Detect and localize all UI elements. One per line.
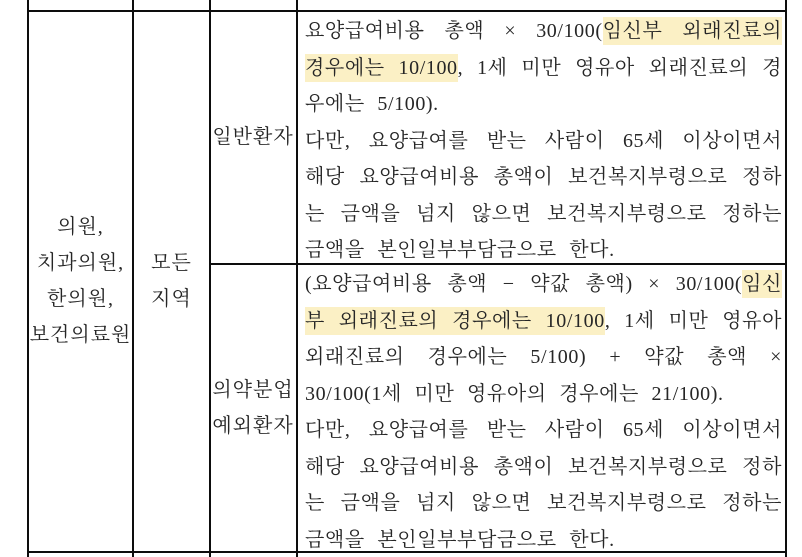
formula-paragraph: (요양급여비용 총액 − 약값 총액) × 30/100(임신부 외래진료의 경우에는 10/100, 1세 미만 영유아 외래진료의 경우에는 5/100) + 약값 총액 × 30/100(1세 미만 영유아의 경우에는 21/100). (298, 266, 784, 412)
cell-region (134, 12, 209, 550)
cell-patient-type-general (211, 12, 295, 261)
proviso-paragraph: 다만, 요양급여를 받는 사람이 65세 이상이면서 해당 요양급여비용 총액이 보건복지부령으로 정하는 금액을 넘지 않으면 보건복지부령으로 정하는 금액을 본인일부부담금으로 한다. (305, 129, 782, 261)
patient-type-line: 예외환자 (212, 414, 294, 437)
patient-type-line: 의약분업 (212, 378, 294, 401)
provider-line: 치과의원, (36, 252, 125, 274)
patient-type-label: 일반환자 (212, 125, 294, 148)
region-line: 모든 (151, 252, 192, 274)
cell-provider-types (29, 12, 132, 550)
provider-line: 의원, (57, 216, 104, 238)
region-line: 지역 (151, 288, 192, 310)
provider-line: 한의원, (47, 288, 114, 310)
formula-paragraph: 요양급여비용 총액 × 30/100(임신부 외래진료의 경우에는 10/100, 1세 미만 영유아 외래진료의 경우에는 5/100). (298, 13, 784, 123)
cell-formula-general (298, 13, 784, 261)
cell-formula-exception (298, 266, 784, 550)
table-border-right (785, 0, 787, 557)
highlighted-text: 임신부 외래진료의 경우에는 10/100 (305, 270, 782, 335)
provider-line: 보건의료원 (29, 324, 132, 346)
cell-patient-type-exception (211, 265, 295, 550)
proviso-paragraph: 다만, 요양급여를 받는 사람이 65세 이상이면서 해당 요양급여비용 총액이 보건복지부령으로 정하는 금액을 넘지 않으면 보건복지부령으로 정하는 금액을 본인일부부담금으로 한다. (305, 419, 782, 551)
highlighted-text: 임신부 외래진료의 경우에는 10/100 (305, 17, 782, 82)
